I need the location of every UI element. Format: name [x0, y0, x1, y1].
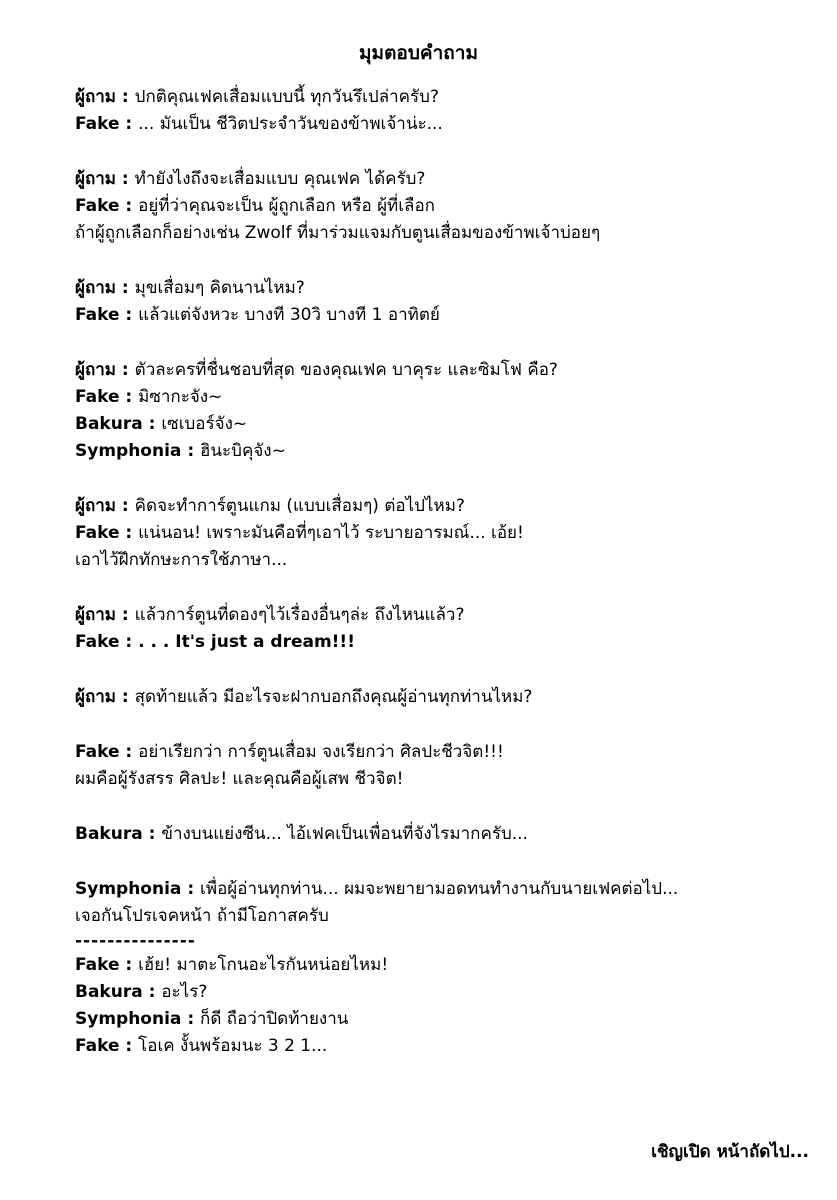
speaker-label: Bakura	[75, 824, 143, 844]
separator: :	[181, 441, 201, 461]
qa-block	[75, 684, 815, 711]
separator: :	[116, 687, 135, 707]
separator: :	[116, 605, 135, 625]
line-text: ... มันเป็น ชีวิตประจำวันของข้าพเจ้าน่ะ...	[138, 114, 443, 134]
speaker-label: ผู้ถาม	[75, 278, 117, 298]
qa-line	[75, 275, 815, 302]
speaker-label: Fake	[75, 387, 120, 407]
line-text: เจอกันโปรเจคหน้า ถ้ามีโอกาสครับ	[75, 906, 329, 926]
qa-line	[75, 357, 815, 384]
separator: :	[119, 632, 139, 652]
line-text: ผมคือผู้รังสรร ศิลปะ! และคุณคือผู้เสพ ชีวจิต!	[75, 769, 404, 789]
separator: :	[142, 982, 162, 1002]
qa-block	[75, 84, 815, 138]
separator: :	[116, 169, 135, 189]
qa-line	[75, 1033, 815, 1060]
qa-line	[75, 766, 815, 793]
line-text: โอเค งั้นพร้อมนะ 3 2 1...	[138, 1036, 328, 1056]
separator: :	[119, 114, 139, 134]
speaker-label: ผู้ถาม	[75, 496, 117, 516]
speaker-label: Fake	[75, 632, 120, 652]
qa-line	[75, 821, 815, 848]
qa-line	[75, 438, 815, 465]
qa-line	[75, 903, 815, 930]
speaker-label: Fake	[75, 742, 120, 762]
qa-line	[75, 493, 815, 520]
qa-block	[75, 357, 815, 465]
separator: :	[119, 742, 139, 762]
speaker-label: Symphonia	[75, 1009, 182, 1029]
speaker-label: Symphonia	[75, 441, 182, 461]
separator: :	[142, 414, 162, 434]
qa-line	[75, 979, 815, 1006]
speaker-label: Bakura	[75, 982, 143, 1002]
qa-content	[75, 84, 815, 1060]
separator: :	[142, 824, 162, 844]
line-text: เซเบอร์จัง~	[161, 414, 248, 434]
qa-block	[75, 821, 815, 848]
qa-line	[75, 111, 815, 138]
separator: :	[181, 879, 201, 899]
line-text: แล้วแต่จังหวะ บางที 30วิ บางที 1 อาทิตย์	[138, 305, 440, 325]
qa-line	[75, 384, 815, 411]
qa-line	[75, 547, 815, 574]
speaker-label: Fake	[75, 305, 120, 325]
qa-line	[75, 684, 815, 711]
speaker-label: Symphonia	[75, 879, 182, 899]
line-text: ถ้าผู้ถูกเลือกก็อย่างเช่น Zwolf ที่มาร่วมแจมกับตูนเสื่อมของข้าพเจ้าบ่อยๆ	[75, 223, 601, 243]
separator: :	[181, 1009, 201, 1029]
qa-line	[75, 84, 815, 111]
line-text: อะไร?	[161, 982, 208, 1002]
speaker-label: Fake	[75, 196, 120, 216]
qa-line	[75, 220, 815, 247]
separator: :	[119, 955, 139, 975]
separator: :	[116, 360, 135, 380]
speaker-label: Fake	[75, 523, 120, 543]
speaker-label: ผู้ถาม	[75, 87, 117, 107]
line-text: สุดท้ายแล้ว มีอะไรจะฝากบอกถึงคุณผู้อ่านทุกท่านไหม?	[134, 687, 533, 707]
line-text: ปกติคุณเฟคเสื่อมแบบนี้ ทุกวันรึเปล่าครับ?	[134, 87, 439, 107]
line-text: ฮินะบิคุจัง~	[200, 441, 286, 461]
line-text: มิซากะจัง~	[138, 387, 223, 407]
qa-line	[75, 166, 815, 193]
separator: :	[119, 387, 139, 407]
qa-block	[75, 739, 815, 793]
line-text: แล้วการ์ตูนที่ดองๆไว้เรื่องอื่นๆล่ะ ถึงไหนแล้ว?	[134, 605, 465, 625]
line-text: อย่าเรียกว่า การ์ตูนเสื่อม จงเรียกว่า ศิลปะชีวจิต!!!	[138, 742, 504, 762]
qa-line	[75, 602, 815, 629]
qa-line	[75, 302, 815, 329]
qa-line	[75, 411, 815, 438]
line-text: ตัวละครที่ชื่นชอบที่สุด ของคุณเฟค บาคุระ และซิมโฟ คือ?	[134, 360, 558, 380]
qa-block	[75, 166, 815, 247]
line-text: มุขเสื่อมๆ คิดนานไหม?	[134, 278, 305, 298]
line-text: อยู่ที่ว่าคุณจะเป็น ผู้ถูกเลือก หรือ ผู้ที่เลือก	[138, 196, 435, 216]
separator: :	[119, 1036, 139, 1056]
page-title: มุมตอบคำถาม	[359, 42, 478, 64]
speaker-label: ผู้ถาม	[75, 169, 117, 189]
separator: :	[119, 523, 139, 543]
closing-block	[75, 952, 815, 1060]
qa-line	[75, 739, 815, 766]
line-text: . . . It's just a dream!!!	[138, 632, 355, 652]
speaker-label: Fake	[75, 955, 120, 975]
line-text: แน่นอน! เพราะมันคือที่ๆเอาไว้ ระบายอารมณ์... เอ้ย!	[138, 523, 524, 543]
qa-block	[75, 275, 815, 329]
line-text: ทำยังไงถึงจะเสื่อมแบบ คุณเฟค ได้ครับ?	[134, 169, 426, 189]
separator: :	[116, 87, 135, 107]
line-text: เอาไว้ฝึกทักษะการใช้ภาษา...	[75, 550, 288, 570]
speaker-label: ผู้ถาม	[75, 605, 117, 625]
separator: :	[119, 196, 139, 216]
speaker-label: ผู้ถาม	[75, 687, 117, 707]
speaker-label: Fake	[75, 114, 120, 134]
speaker-label: Bakura	[75, 414, 143, 434]
qa-block	[75, 602, 815, 656]
qa-line	[75, 952, 815, 979]
qa-line	[75, 193, 815, 220]
line-text: เฮ้ย! มาตะโกนอะไรกันหน่อยไหม!	[138, 955, 389, 975]
separator: :	[119, 305, 139, 325]
line-text: ข้างบนแย่งซีน... ไอ้เฟคเป็นเพื่อนที่จังไรมากครับ...	[161, 824, 528, 844]
speaker-label: ผู้ถาม	[75, 360, 117, 380]
next-page-note: เชิญเปิด หน้าถัดไป...	[651, 1142, 809, 1162]
qa-block	[75, 493, 815, 574]
separator: :	[116, 278, 135, 298]
separator: :	[116, 496, 135, 516]
line-text: เพื่อผู้อ่านทุกท่าน... ผมจะพยายามอดทนทำงานกับนายเฟคต่อไป...	[200, 879, 679, 899]
speaker-label: Fake	[75, 1036, 120, 1056]
qa-line	[75, 1006, 815, 1033]
section-divider: ---------------	[75, 931, 196, 951]
qa-block	[75, 876, 815, 930]
qa-line	[75, 629, 815, 656]
qa-line	[75, 520, 815, 547]
qa-line	[75, 876, 815, 903]
line-text: คิดจะทำการ์ตูนแกม (แบบเสื่อมๆ) ต่อไปไหม?	[134, 496, 465, 516]
line-text: ก็ดี ถือว่าปิดท้ายงาน	[200, 1009, 349, 1029]
